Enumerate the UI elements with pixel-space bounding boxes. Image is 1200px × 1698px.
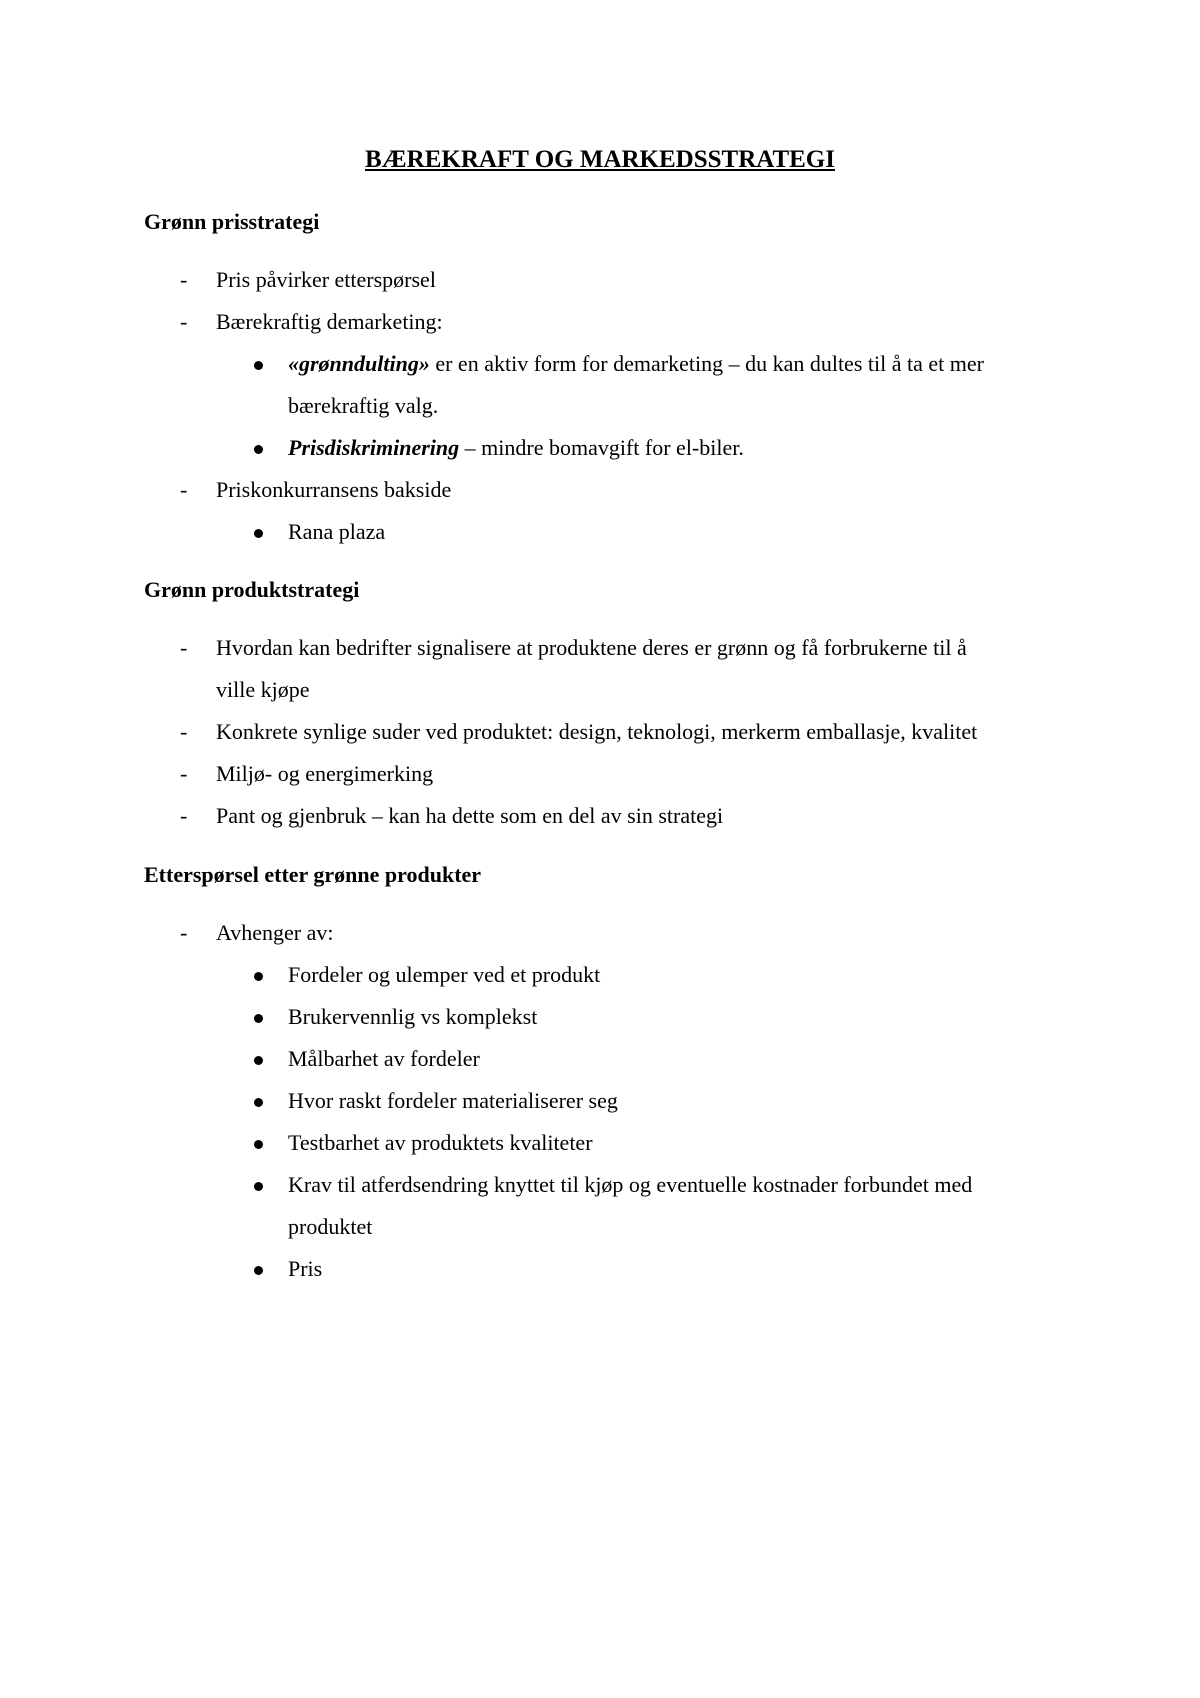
bullet-dot [254, 445, 263, 454]
dash-bullet: - [180, 267, 188, 292]
bullet-dot [254, 1266, 263, 1275]
list-item-text: – mindre bomavgift for el-biler. [459, 435, 744, 460]
list-item: Fordeler og ulemper ved et produkt [288, 962, 601, 987]
list-item: Pris [288, 1256, 323, 1281]
list-item: Bærekraftig demarketing: [216, 309, 443, 334]
list-item-text: er en aktiv form for demarketing – du kan dultes til å ta et mer [429, 351, 984, 376]
bullet-dot [254, 1014, 263, 1023]
section-heading-pricing: Grønn prisstrategi [144, 209, 320, 234]
list-item: Priskonkurransens bakside [216, 477, 452, 502]
list-item [288, 350, 984, 378]
list-item-continuation: produktet [288, 1214, 373, 1239]
term-prisdiskriminering: Prisdiskriminering [288, 435, 460, 460]
bullet-dot [254, 972, 263, 981]
list-item [288, 434, 744, 462]
dash-bullet: - [180, 803, 188, 828]
bullet-dot [254, 1182, 263, 1191]
dash-bullet: - [180, 477, 188, 502]
list-item: Konkrete synlige suder ved produktet: design, teknologi, merkerm emballasje, kvalitet [216, 719, 978, 744]
list-item: Avhenger av: [216, 920, 334, 945]
bullet-dot [254, 361, 263, 370]
list-item: Hvordan kan bedrifter signalisere at produktene deres er grønn og få forbrukerne til å [216, 635, 967, 660]
list-item: Pris påvirker etterspørsel [216, 267, 436, 292]
list-item-continuation: ville kjøpe [216, 677, 310, 702]
bullet-dot [254, 529, 263, 538]
list-item: Rana plaza [288, 519, 386, 544]
dash-bullet: - [180, 761, 188, 786]
list-item: Brukervennlig vs komplekst [288, 1004, 538, 1029]
dash-bullet: - [180, 920, 188, 945]
page-title: BÆREKRAFT OG MARKEDSSTRATEGI [365, 146, 835, 173]
list-item: Hvor raskt fordeler materialiserer seg [288, 1088, 618, 1113]
section-heading-product: Grønn produktstrategi [144, 577, 360, 602]
dash-bullet: - [180, 719, 188, 744]
section-heading-demand: Etterspørsel etter grønne produkter [144, 862, 482, 887]
dash-bullet: - [180, 635, 188, 660]
list-item: Testbarhet av produktets kvaliteter [288, 1130, 593, 1155]
term-gronndulting: «grønndulting» [288, 351, 430, 376]
bullet-dot [254, 1056, 263, 1065]
bullet-dot [254, 1098, 263, 1107]
list-item: Miljø- og energimerking [216, 761, 434, 786]
list-item: Krav til atferdsendring knyttet til kjøp og eventuelle kostnader forbundet med [288, 1172, 973, 1197]
list-item-continuation: bærekraftig valg. [288, 393, 439, 418]
bullet-dot [254, 1140, 263, 1149]
list-item: Målbarhet av fordeler [288, 1046, 480, 1071]
dash-bullet: - [180, 309, 188, 334]
list-item: Pant og gjenbruk – kan ha dette som en del av sin strategi [216, 803, 724, 828]
